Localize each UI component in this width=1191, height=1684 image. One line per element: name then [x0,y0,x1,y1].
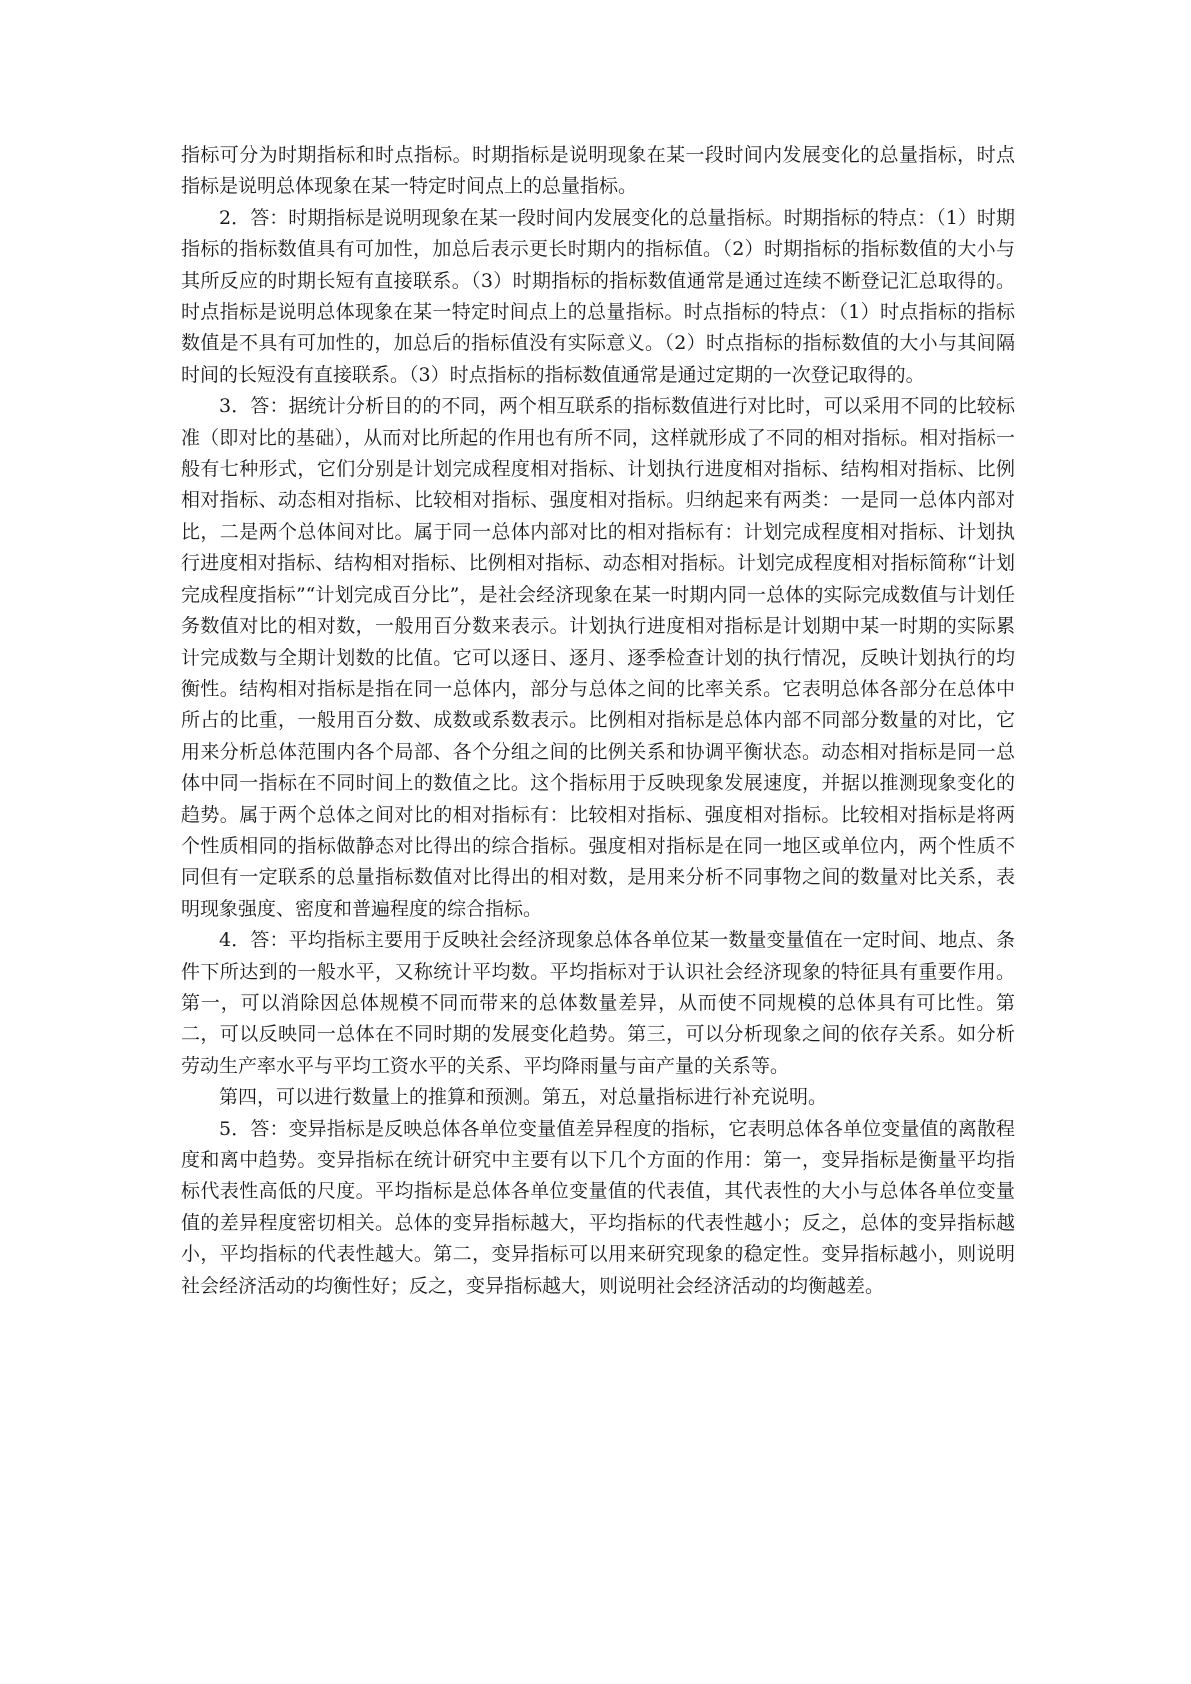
paragraph-answer-4: 4．答：平均指标主要用于反映社会经济现象总体各单位某一数量变量值在一定时间、地点、条件下所达到的一般水平，又称统计平均数。平均指标对于认识社会经济现象的特征具有重要作用。第一，可以消除因总体规模不同而带来的总体数量差异，从而使不同规模的总体具有可比性。第二，可以反映同一总体在不同时期的发展变化趋势。第三，可以分析现象之间的依存关系。如分析劳动生产率水平与平均工资水平的关系、平均降雨量与亩产量的关系等。 [181,929,1015,1077]
paragraph-answer-5: 5．答：变异指标是反映总体各单位变量值差异程度的指标，它表明总体各单位变量值的离散程度和离中趋势。变异指标在统计研究中主要有以下几个方面的作用：第一，变异指标是衡量平均指标代表性高低的尺度。平均指标是总体各单位变量值的代表值，其代表性的大小与总体各单位变量值的差异程度密切相关。总体的变异指标越大，平均指标的代表性越小；反之，总体的变异指标越小，平均指标的代表性越大。第二，变异指标可以用来研究现象的稳定性。变异指标越小，则说明社会经济活动的均衡性好；反之，变异指标越大，则说明社会经济活动的均衡越差。 [181,1117,1015,1297]
paragraph-answer-4-continued: 第四，可以进行数量上的推算和预测。第五，对总量指标进行补充说明。 [219,1086,828,1109]
document-body [181,140,1015,1302]
paragraph-answer-3: 3．答：据统计分析目的的不同，两个相互联系的指标数值进行对比时，可以采用不同的比较标准（即对比的基础），从而对比所起的作用也有所不同，这样就形成了不同的相对指标。相对指标一般有七种形式，它们分别是计划完成程度相对指标、计划执行进度相对指标、结构相对指标、比例相对指标、动态相对指标、比较相对指标、强度相对指标。归纳起来有两类：一是同一总体内部对比，二是两个总体间对比。属于同一总体内部对比的相对指标有：计划完成程度相对指标、计划执行进度相对指标、结构相对指标、比例相对指标、动态相对指标。计划完成程度相对指标简称“计划完成程度指标”“计划完成百分比”，是社会经济现象在某一时期内同一总体的实际完成数值与计划任务数值对比的相对数，一般用百分数来表示。计划执行进度相对指标是计划期中某一时期的实际累计完成数与全期计划数的比值。它可以逐日、逐月、逐季检查计划的执行情况，反映计划执行的均衡性。结构相对指标是指在同一总体内，部分与总体之间的比率关系。它表明总体各部分在总体中所占的比重，一般用百分数、成数或系数表示。比例相对指标是总体内部不同部分数量的对比，它用来分析总体范围内各个局部、各个分组之间的比例关系和协调平衡状态。动态相对指标是同一总体中同一指标在不同时间上的数值之比。这个指标用于反映现象发展速度，并据以推测现象变化的趋势。属于两个总体之间对比的相对指标有：比较相对指标、强度相对指标。比较相对指标是将两个性质相同的指标做静态对比得出的综合指标。强度相对指标是在同一地区或单位内，两个性质不同但有一定联系的总量指标数值对比得出的相对数，是用来分析不同事物之间的数量对比关系，表明现象强度、密度和普遍程度的综合指标。 [181,395,1015,920]
paragraph-answer-2: 2．答：时期指标是说明现象在某一段时间内发展变化的总量指标。时期指标的特点：（1）时期指标的指标数值具有可加性，加总后表示更长时期内的指标值。（2）时期指标的指标数值的大小与其所反应的时期长短有直接联系。（3）时期指标的指标数值通常是通过连续不断登记汇总取得的。时点指标是说明总体现象在某一特定时间点上的总量指标。时点指标的特点：（1）时点指标的指标数值是不具有可加性的，加总后的指标值没有实际意义。（2）时点指标的指标数值的大小与其间隔时间的长短没有直接联系。（3）时点指标的指标数值通常是通过定期的一次登记取得的。 [181,206,1015,386]
paragraph-intro: 指标可分为时期指标和时点指标。时期指标是说明现象在某一段时间内发展变化的总量指标，时点指标是说明总体现象在某一特定时间点上的总量指标。 [181,144,1015,198]
